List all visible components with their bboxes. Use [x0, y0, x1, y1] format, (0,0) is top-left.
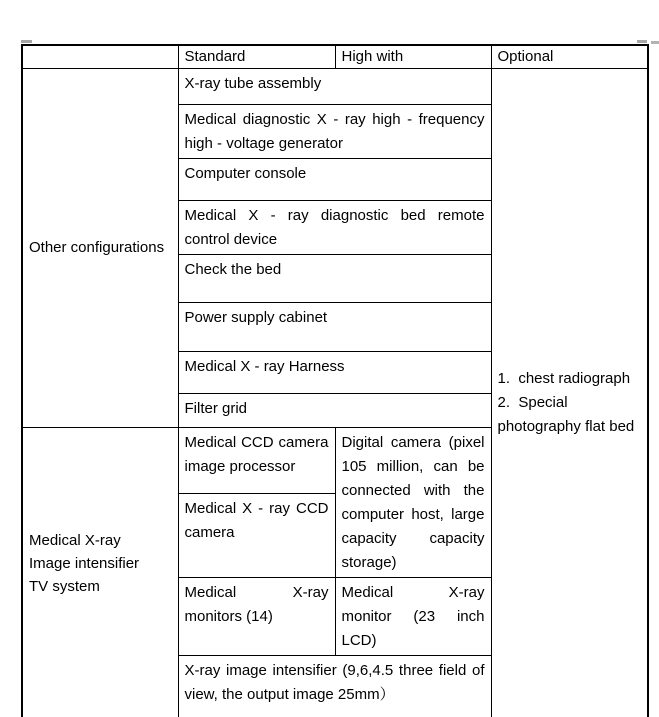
section-label-other-configurations: Other configurations [22, 68, 178, 427]
optional-item-2-wrap: photography flat bed [497, 418, 635, 436]
table-handle-mark-right [637, 40, 647, 43]
header-cell-optional: Optional [491, 45, 648, 68]
section-label-line-3: TV system [29, 578, 100, 596]
section-label-line-1: Medical X-ray [29, 531, 121, 549]
item-hv-generator: Medical diagnostic X - ray high - frequency high - voltage generator [178, 104, 491, 158]
table-handle-mark-left [21, 40, 32, 43]
item-power-supply-cabinet: Power supply cabinet [178, 302, 491, 351]
optional-item-1: 1. chest radiograph [497, 370, 631, 388]
optional-items-cell [491, 68, 648, 717]
item-xray-harness: Medical X - ray Harness [178, 351, 491, 393]
item-check-the-bed: Check the bed [178, 254, 491, 302]
item-filter-grid: Filter grid [178, 393, 491, 427]
optional-item-2: 2. Special [497, 394, 568, 412]
header-cell-high-with: High with [335, 45, 491, 68]
section-label-tv-system [22, 427, 178, 717]
item-bed-remote-control: Medical X - ray diagnostic bed remote control device [178, 200, 491, 254]
ruler-edge-mark [651, 41, 659, 44]
header-cell-blank [22, 45, 178, 68]
section-label-line-2: Image intensifier [29, 555, 140, 573]
item-xray-tube-assembly: X-ray tube assembly [178, 68, 491, 104]
table-header-row [22, 45, 648, 68]
item-image-intensifier: X-ray image intensifier (9,6,4.5 three field of view, the output image 25mm） [178, 655, 491, 717]
item-xray-monitors-14: Medical X-ray monitors (14) [178, 577, 335, 655]
item-xray-monitor-23-lcd: Medical X-ray monitor (23 inch LCD) [335, 577, 491, 655]
item-xray-ccd-camera: Medical X - ray CCD camera [178, 494, 335, 577]
equipment-configuration-table [21, 44, 649, 717]
header-cell-standard: Standard [178, 45, 335, 68]
item-digital-camera: Digital camera (pixel 105 million, can be connected with the computer host, large capacity capacity storage) [335, 427, 491, 577]
item-computer-console: Computer console [178, 158, 491, 200]
item-ccd-image-processor: Medical CCD camera image processor [178, 427, 335, 494]
table-row [22, 68, 648, 104]
